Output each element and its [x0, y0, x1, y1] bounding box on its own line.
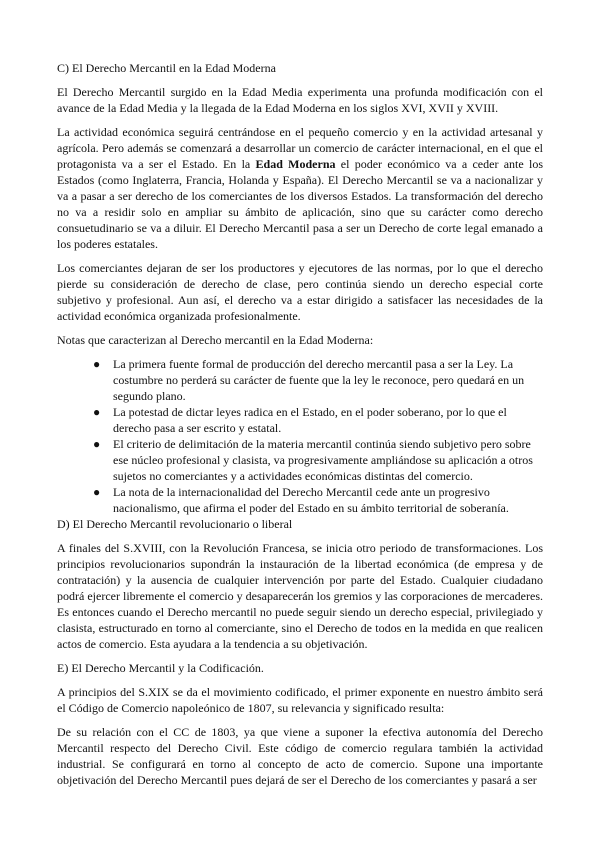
notes-intro: Notas que caracterizan al Derecho mercantil en la Edad Moderna: — [57, 333, 374, 347]
bullet-icon: ● — [93, 357, 101, 371]
list-item-text: La primera fuente formal de producción del derecho mercantil pasa a ser la Ley. La costumbre no perderá su carácter de fuente que la ley le reconoce, pero quedará en un segundo plano. — [113, 357, 525, 403]
list-item — [93, 436, 543, 484]
bullet-icon: ● — [93, 437, 101, 451]
paragraph: El Derecho Mercantil surgido en la Edad Media experimenta una profunda modificación con el avance de la Edad Media y la llegada de la Edad Moderna en los siglos XVI, XVII y XVIII. — [57, 85, 543, 115]
bullet-icon: ● — [93, 405, 101, 419]
document-page — [57, 60, 543, 796]
paragraph: De su relación con el CC de 1803, ya que viene a suponer la efectiva autonomía del Derecho Mercantil respecto del Derecho Civil. Este código de comercio regulara también la actividad industrial. Se configurará en torno al concepto de acto de comercio. Supone una importante objetivación del Derecho Mercantil pues dejará de ser el Derecho de los comerciantes y pasará a ser — [57, 725, 543, 787]
list-item-text: El criterio de delimitación de la materia mercantil continúa siendo subjetivo pero sobre ese núcleo profesional y clasista, va progresivamente ampliándose su aplicación a otros sujetos no comerciantes y a actividades económicas distintas del comercio. — [113, 437, 533, 483]
paragraph: A finales del S.XVIII, con la Revolución Francesa, se inicia otro periodo de transformaciones. Los principios revolucionarios supondrán la instauración de la libertad económica (de empresa y de contratación) y la ausencia de cualquier intervención por parte del Estado. Cualquier ciudadano podrá ejercer libremente el comercio y desaparecerán los gremios y las corporaciones de mercaderes. Es entonces cuando el Derecho mercantil no puede seguir siendo un derecho especial, privilegiado y clasista, estructurado en torno al comerciante, sino el Derecho de todos en la medida en que realicen actos de comercio. Esta ayudara a la tendencia a su objetivación. — [57, 541, 543, 651]
bullet-list — [57, 356, 543, 516]
paragraph: A principios del S.XIX se da el movimiento codificado, el primer exponente en nuestro ámbito será el Código de Comercio napoleónico de 1807, su relevancia y significado resulta: — [57, 685, 543, 715]
list-item — [93, 404, 543, 436]
list-item — [93, 356, 543, 404]
paragraph — [57, 124, 543, 252]
section-heading-c: C) El Derecho Mercantil en la Edad Moderna — [57, 61, 276, 75]
list-item-text: La nota de la internacionalidad del Derecho Mercantil cede ante un progresivo nacionalismo, que afirma el poder del Estado en su ámbito territorial de soberanía. — [113, 485, 509, 515]
text: el poder económico va a ceder ante los Estados (como Inglaterra, Francia, Holanda y España). El Derecho Mercantil se va a nacionalizar y va a pasar a ser derecho de los comerciantes de los diversos Estados. La transformación del derecho no va a residir solo en ampliar su ámbito de aplicación, sino que su carácter como derecho consuetudinario se va a diluir. El Derecho Mercantil pasa a ser un Derecho de corte legal emanado a los poderes estatales. — [57, 157, 543, 251]
list-item — [93, 484, 543, 516]
bullet-icon: ● — [93, 485, 101, 499]
list-item-text: La potestad de dictar leyes radica en el Estado, en el poder soberano, por lo que el derecho pasa a ser escrito y estatal. — [113, 405, 507, 435]
section-heading-d: D) El Derecho Mercantil revolucionario o liberal — [57, 517, 293, 531]
bold-text: Edad Moderna — [255, 157, 336, 171]
section-heading-e: E) El Derecho Mercantil y la Codificación. — [57, 661, 264, 675]
text: La actividad económica seguirá centrándose en el pequeño comercio y en la actividad artesanal y agrícola. Pero además se comenzará a desarrollar un comercio de carácter internacional, en el que el protagonista va a ser el Estado. En la — [57, 125, 543, 171]
paragraph: Los comerciantes dejaran de ser los productores y ejecutores de las normas, por lo que el derecho pierde su consideración de derecho de clase, pero continúa siendo un derecho especial corte subjetivo y profesional. Aun así, el derecho va a estar dirigido a satisfacer las necesidades de la actividad económica organizada profesionalmente. — [57, 261, 543, 323]
